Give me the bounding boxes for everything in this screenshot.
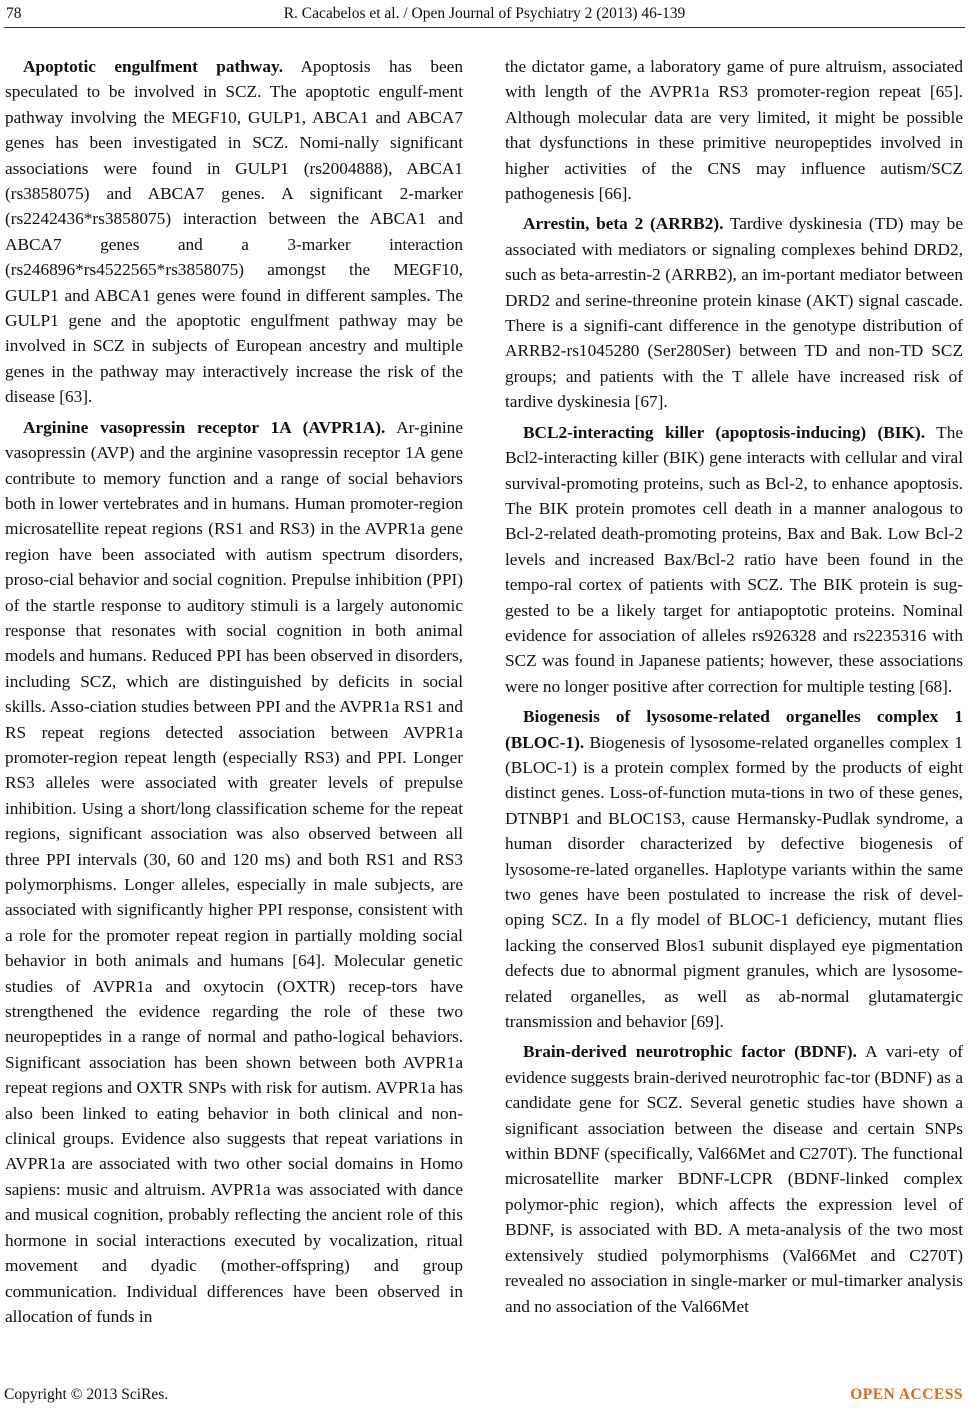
paragraph-text: Ar-ginine vasopressin (AVP) and the arginine vasopressin receptor 1A gene contribute to memory function and a range of social behaviors both in lower vertebrates and in humans. Human promoter-region microsatellite repeat regions (RS1 and RS3) in the AVPR1a gene region have been associated with autism spectrum disorders, proso-cial behavior and social cognition. Prepulse inhibition (PPI) of the startle response to auditory stimuli is a largely autonomic response that resonates with social cognition in both animal models and humans. Reduced PPI has been observed in disorders, including SCZ, which are distinguished by deficits in social skills. Asso-ciation studies between PPI and the AVPR1a RS1 and RS repeat regions detected association between AVPR1a promoter-region repeat length (especially RS3) and PPI. Longer RS3 alleles were associated with greater levels of prepulse inhibition. Using a short/long classification scheme for the repeat regions, significant association was also observed between all three PPI intervals (30, 60 and 120 ms) and both RS1 and RS3 polymorphisms. Longer alleles, especially in male subjects, are associated with significantly higher PPI response, consistent with a role for the promoter repeat region in partially molding social behavior in both animals and humans [64]. Molecular genetic studies of AVPR1a and oxytocin (OXTR) recep-tors have strengthened the evidence regarding the role of these two neuropeptides in a range of normal and patho-logical behaviors. Significant association has been shown between both AVPR1a repeat regions and OXTR SNPs with risk for autism. AVPR1a has also been linked to eating behavior in both clinical and non-clinical groups. Evidence also suggests that repeat variations in AVPR1a are associated with two other social domains in Homo sapiens: music and altruism. AVPR1a was associated with dance and musical cognition, probably reflecting the ancient role of this hormone in social interactions executed by vocalization, ritual movement and dyadic (mother-offspring) and group communication. Individual differences have been observed in allocation of funds in	[5, 417, 463, 1326]
paragraph-arrb2	[505, 211, 963, 414]
paragraph-bloc1	[505, 704, 963, 1034]
section-heading: Apoptotic engulfment pathway.	[23, 57, 284, 76]
paragraph-text: Apoptosis has been speculated to be involved in SCZ. The apoptotic engulf-ment pathway involving the MEGF10, GULP1, ABCA1 and ABCA7 genes has been investigated in SCZ. Nomi-nally significant associations were found in GULP1 (rs2004888), ABCA1 (rs3858075) and ABCA7 genes. A significant 2-marker (rs2242436*rs3858075) interaction between the ABCA1 and ABCA7 genes and a 3-marker interaction (rs246896*rs4522565*rs3858075) amongst the MEGF10, GULP1 and ABCA1 genes were found in different samples. The GULP1 gene and the apoptotic engulfment pathway may be involved in SCZ in subjects of European ancestry and multiple genes in the pathway may interactively increase the risk of the disease [63].	[5, 57, 463, 407]
running-title: R. Cacabelos et al. / Open Journal of Psychiatry 2 (2013) 46-139	[283, 5, 686, 22]
header-rule	[4, 27, 965, 28]
paragraph-avpr1a	[5, 415, 463, 1330]
open-access-label: OPEN ACCESS	[850, 1386, 963, 1403]
left-column	[5, 54, 463, 1374]
paragraph-apoptotic-engulfment	[5, 54, 463, 410]
page-footer	[0, 1386, 969, 1410]
paragraph-avpr1a-continued	[505, 54, 963, 206]
section-heading: BCL2-interacting killer (apoptosis-inducing) (BIK).	[523, 422, 926, 442]
section-heading: Arrestin, beta 2 (ARRB2).	[523, 214, 724, 234]
paragraph-text: the dictator game, a laboratory game of pure altruism, associated with length of the AVPR1a RS3 promoter-region repeat [65]. Although molecular data are very limited, it might be possible that dysfunctions in these primitive neuropeptides involved in higher activities of the CNS may influence autism/SCZ pathogenesis [66].	[505, 57, 963, 204]
paragraph-text: Biogenesis of lysosome-related organelles complex 1 (BLOC-1) is a protein complex formed by the products of eight distinct genes. Loss-of-function muta-tions in two of these genes, DTNBP1 and BLOC1S3, cause Hermansky-Pudlak syndrome, a human disorder characterized by defective biogenesis of lysosome-re-lated organelles. Haplotype variants within the same two genes have been postulated to increase the risk of devel-oping SCZ. In a fly model of BLOC-1 deficiency, mutant flies lacking the conserved Blos1 subunit displayed eye pigmentation defects due to abnormal pigment granules, which are lysosome-related organelles, as well as ab-normal glutamatergic transmission and behavior [69].	[505, 732, 963, 1032]
section-heading: Arginine vasopressin receptor 1A (AVPR1A).	[23, 417, 386, 437]
paragraph-bik	[505, 420, 963, 699]
paragraph-text: A vari-ety of evidence suggests brain-derived neurotrophic fac-tor (BDNF) as a candidate gene for SCZ. Several genetic studies have shown a significant association between the disease and certain SNPs within BDNF (specifically, Val66Met and C270T). The functional microsatellite marker BDNF-LCPR (BDNF-linked complex polymor-phic region), which affects the expression level of BDNF, is associated with BD. A meta-analysis of the two most extensively studied polymorphisms (Val66Met and C270T) revealed no association in single-marker or mul-timarker analysis and no association of the Val66Met	[505, 1042, 963, 1316]
page-header	[0, 0, 969, 30]
right-column	[505, 54, 963, 1374]
copyright-notice: Copyright © 2013 SciRes.	[4, 1386, 169, 1403]
section-heading: Brain-derived neurotrophic factor (BDNF).	[523, 1042, 857, 1062]
page-number: 78	[6, 5, 22, 22]
paragraph-text: The Bcl2-interacting killer (BIK) gene interacts with cellular and viral survival-promoting proteins, such as Bcl-2, to enhance apoptosis. The BIK protein promotes cell death in a manner analogous to Bcl-2-related death-promoting proteins, Bax and Bak. Low Bcl-2 levels and increased Bax/Bcl-2 ratio have been found in the tempo-ral cortex of patients with SCZ. The BIK protein is sug-gested to be a likely target for antiapoptotic proteins. Nominal evidence for association of alleles rs926328 and rs2235316 with SCZ was found in Japanese patients; however, these associations were no longer positive after correction for multiple testing [68].	[505, 422, 963, 696]
paragraph-bdnf	[505, 1039, 963, 1318]
section-heading: Biogenesis of lysosome-related organelles complex 1 (BLOC-1).	[505, 707, 963, 752]
paragraph-text: Tardive dyskinesia (TD) may be associated with mediators or signaling complexes behind DRD2, such as beta-arrestin-2 (ARRB2), an im-portant mediator between DRD2 and serine-threonine protein kinase (AKT) signal cascade. There is a signifi-cant difference in the genotype distribution of ARRB2-rs1045280 (Ser280Ser) between TD and non-TD SCZ groups; and patients with the T allele have increased risk of tardive dyskinesia [67].	[505, 214, 963, 412]
